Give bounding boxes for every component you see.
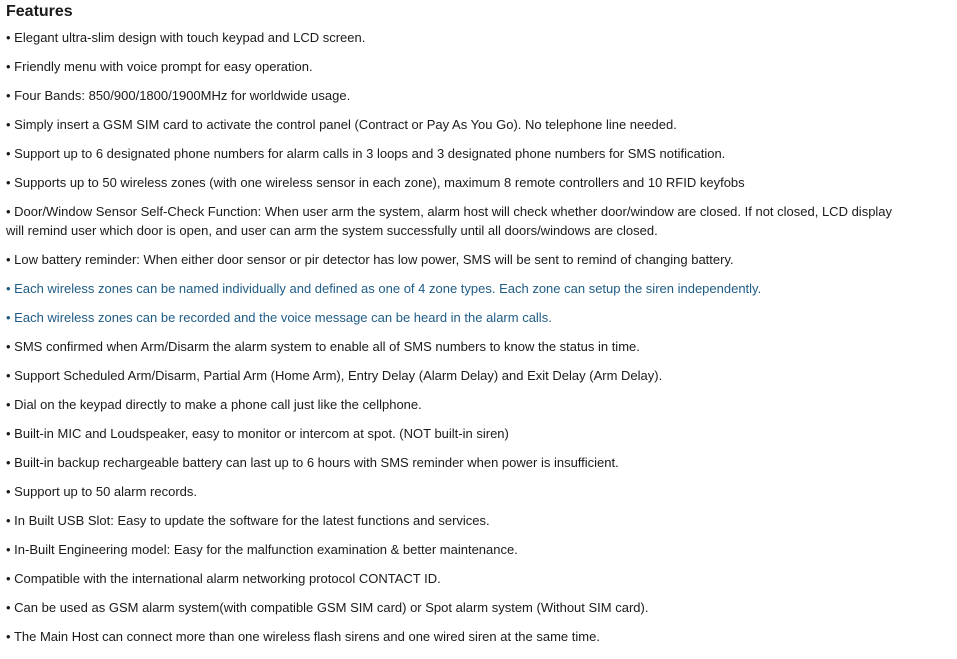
feature-item [6,569,906,588]
bullet: • [6,59,15,74]
feature-item [6,57,906,76]
feature-item [6,115,906,134]
bullet: • [6,455,15,470]
feature-text: Support Scheduled Arm/Disarm, Partial Arm (Home Arm), Entry Delay (Alarm Delay) and Exit Delay (Arm Delay). [14,368,663,383]
feature-item [6,202,906,240]
bullet: • [6,88,15,103]
feature-item [6,173,906,192]
bullet: • [6,397,15,412]
feature-text: SMS confirmed when Arm/Disarm the alarm system to enable all of SMS numbers to know the status in time. [14,339,640,354]
feature-text: Friendly menu with voice prompt for easy operation. [14,59,313,74]
bullet: • [6,600,15,615]
feature-item [6,627,906,646]
bullet: • [6,204,15,219]
bullet: • [6,310,15,325]
feature-text: Support up to 50 alarm records. [14,484,197,499]
feature-text: Low battery reminder: When either door sensor or pir detector has low power, SMS will be sent to remind of changing battery. [14,252,734,267]
bullet: • [6,281,15,296]
features-heading: Features [6,3,73,20]
bullet: • [6,368,15,383]
feature-text: Four Bands: 850/900/1800/1900MHz for worldwide usage. [14,88,351,103]
feature-item-highlighted [6,308,906,327]
feature-text: Compatible with the international alarm networking protocol CONTACT ID. [14,571,441,586]
bullet: • [6,30,15,45]
bullet: • [6,484,15,499]
feature-item [6,86,906,105]
feature-text: Dial on the keypad directly to make a phone call just like the cellphone. [14,397,422,412]
feature-item [6,395,906,414]
bullet: • [6,542,15,557]
feature-item [6,366,906,385]
feature-text: Can be used as GSM alarm system(with compatible GSM SIM card) or Spot alarm system (Without SIM card). [14,600,649,615]
bullet: • [6,629,14,644]
feature-text: Door/Window Sensor Self-Check Function: When user arm the system, alarm host will check whether door/window are closed. If not closed, LCD display will remind user which door is open, and user can arm the system successfully until all doors/windows are closed. [6,204,893,238]
feature-text: Simply insert a GSM SIM card to activate the control panel (Contract or Pay As You Go). No telephone line needed. [14,117,677,132]
feature-item [6,540,906,559]
feature-item [6,144,906,163]
bullet: • [6,426,15,441]
feature-text: Supports up to 50 wireless zones (with one wireless sensor in each zone), maximum 8 remote controllers and 10 RFID keyfobs [14,175,745,190]
feature-text: Elegant ultra-slim design with touch keypad and LCD screen. [14,30,366,45]
feature-item [6,424,906,443]
feature-item [6,598,906,617]
feature-text: Each wireless zones can be named individually and defined as one of 4 zone types. Each zone can setup the siren independently. [14,281,762,296]
feature-text: Built-in backup rechargeable battery can last up to 6 hours with SMS reminder when power is insufficient. [14,455,619,470]
bullet: • [6,252,15,267]
feature-item [6,453,906,472]
feature-item [6,28,906,47]
bullet: • [6,117,15,132]
feature-text: Built-in MIC and Loudspeaker, easy to monitor or intercom at spot. (NOT built-in siren) [14,426,509,441]
feature-item [6,482,906,501]
feature-item-highlighted [6,279,906,298]
feature-text: The Main Host can connect more than one wireless flash sirens and one wired siren at the same time. [13,629,600,644]
feature-item [6,511,906,530]
feature-item [6,250,906,269]
feature-text: Each wireless zones can be recorded and the voice message can be heard in the alarm calls. [14,310,552,325]
feature-text: Support up to 6 designated phone numbers for alarm calls in 3 loops and 3 designated phone numbers for SMS notification. [14,146,726,161]
feature-text: In Built USB Slot: Easy to update the software for the latest functions and services. [14,513,490,528]
feature-item [6,337,906,356]
bullet: • [6,146,15,161]
feature-text: In-Built Engineering model: Easy for the malfunction examination & better maintenance. [14,542,518,557]
bullet: • [6,175,15,190]
features-list [6,28,957,646]
bullet: • [6,571,15,586]
bullet: • [6,339,15,354]
bullet: • [6,513,15,528]
